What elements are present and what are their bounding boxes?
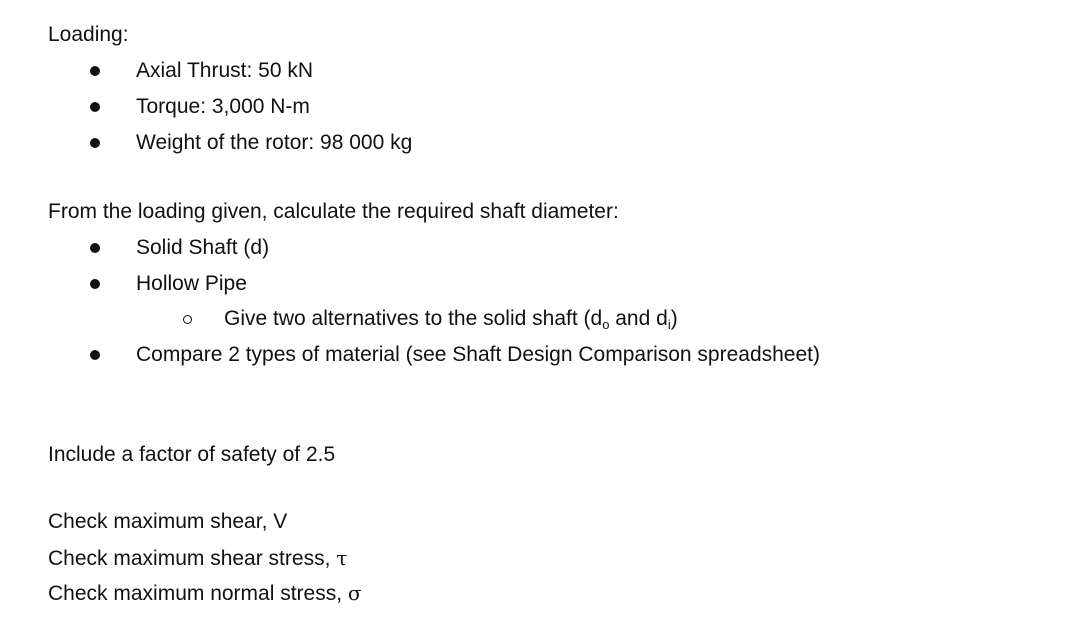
- compare-materials-item: Compare 2 types of material (see Shaft Design Comparison spreadsheet): [136, 343, 820, 366]
- bullet-icon: [90, 102, 100, 112]
- bullet-icon: [90, 350, 100, 360]
- check-shear-stress: [48, 545, 347, 572]
- alternatives-and: and d: [609, 307, 668, 330]
- solid-shaft-item: Solid Shaft (d): [136, 236, 270, 259]
- check-shear: [48, 509, 287, 535]
- subscript-o: o: [602, 317, 610, 332]
- safety-factor-text: Include a factor of safety of 2.5: [48, 443, 336, 466]
- hollow-pipe-item: Hollow Pipe: [136, 272, 247, 295]
- loading-heading: Loading:: [48, 23, 129, 46]
- alternatives-text: Give two alternatives to the solid shaft (d: [224, 307, 603, 330]
- tau-symbol: τ: [336, 546, 348, 570]
- hollow-alternatives-item: [224, 306, 678, 332]
- alternatives-close: ): [670, 307, 678, 330]
- loading-item-torque: Torque: 3,000 N-m: [136, 95, 310, 118]
- bullet-icon: [90, 66, 100, 76]
- check-shear-label: Check maximum shear, V: [48, 510, 288, 533]
- bullet-icon: [90, 279, 100, 289]
- calculate-intro: From the loading given, calculate the required shaft diameter:: [48, 200, 619, 223]
- subscript-i: i: [667, 317, 671, 332]
- circle-bullet-icon: [183, 315, 192, 324]
- sigma-symbol: σ: [347, 581, 362, 605]
- loading-item-axial-thrust: Axial Thrust: 50 kN: [136, 59, 314, 82]
- check-normal-stress-label: Check maximum normal stress,: [48, 582, 348, 605]
- bullet-icon: [90, 243, 100, 253]
- check-shear-stress-label: Check maximum shear stress,: [48, 547, 337, 570]
- check-normal-stress: [48, 580, 362, 607]
- bullet-icon: [90, 138, 100, 148]
- loading-item-rotor-weight: Weight of the rotor: 98 000 kg: [136, 131, 413, 154]
